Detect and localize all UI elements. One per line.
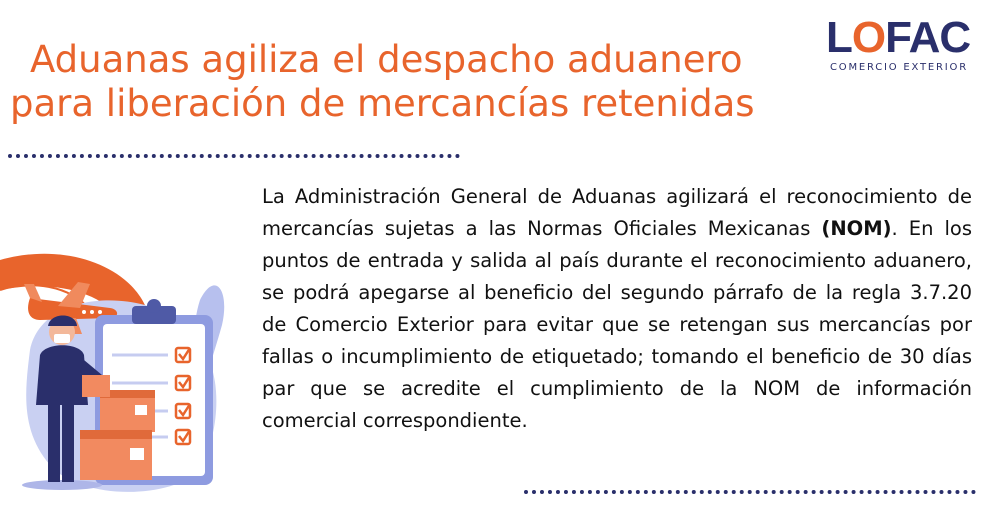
page-title (10, 38, 830, 126)
title-line-2: para liberación de mercancías retenidas (10, 82, 755, 125)
dotted-divider-top (8, 154, 460, 158)
article-body (262, 181, 972, 437)
body-text-part-2: . En los puntos de entrada y salida al país durante el reconocimiento aduanero, se podrá apegarse al beneficio del segundo párrafo de la regla 3.7.20 de Comercio Exterior para evitar que se retengan sus mercancías por fallas o incumplimiento de etiquetado; tomando el beneficio de 30 días par que se acredite el cumplimiento de la NOM de información comercial correspondiente. (262, 217, 972, 432)
logo-letter-l: L (826, 13, 852, 62)
lofac-logo (826, 14, 994, 78)
logo-letter-o: O (851, 13, 886, 62)
logo-letters-fac: FAC (885, 13, 971, 62)
title-line-1: Aduanas agiliza el despacho aduanero (30, 38, 743, 81)
customs-illustration (0, 230, 250, 505)
body-text-bold: (NOM) (821, 217, 892, 240)
dotted-divider-bottom (524, 490, 976, 494)
body-text-part-1: La Administración General de Aduanas agilizará el reconocimiento de mercancías sujetas a las Normas Oficiales Mexicanas (262, 185, 972, 240)
logo-subtitle: COMERCIO EXTERIOR (830, 62, 968, 73)
logo-wordmark (826, 14, 970, 62)
